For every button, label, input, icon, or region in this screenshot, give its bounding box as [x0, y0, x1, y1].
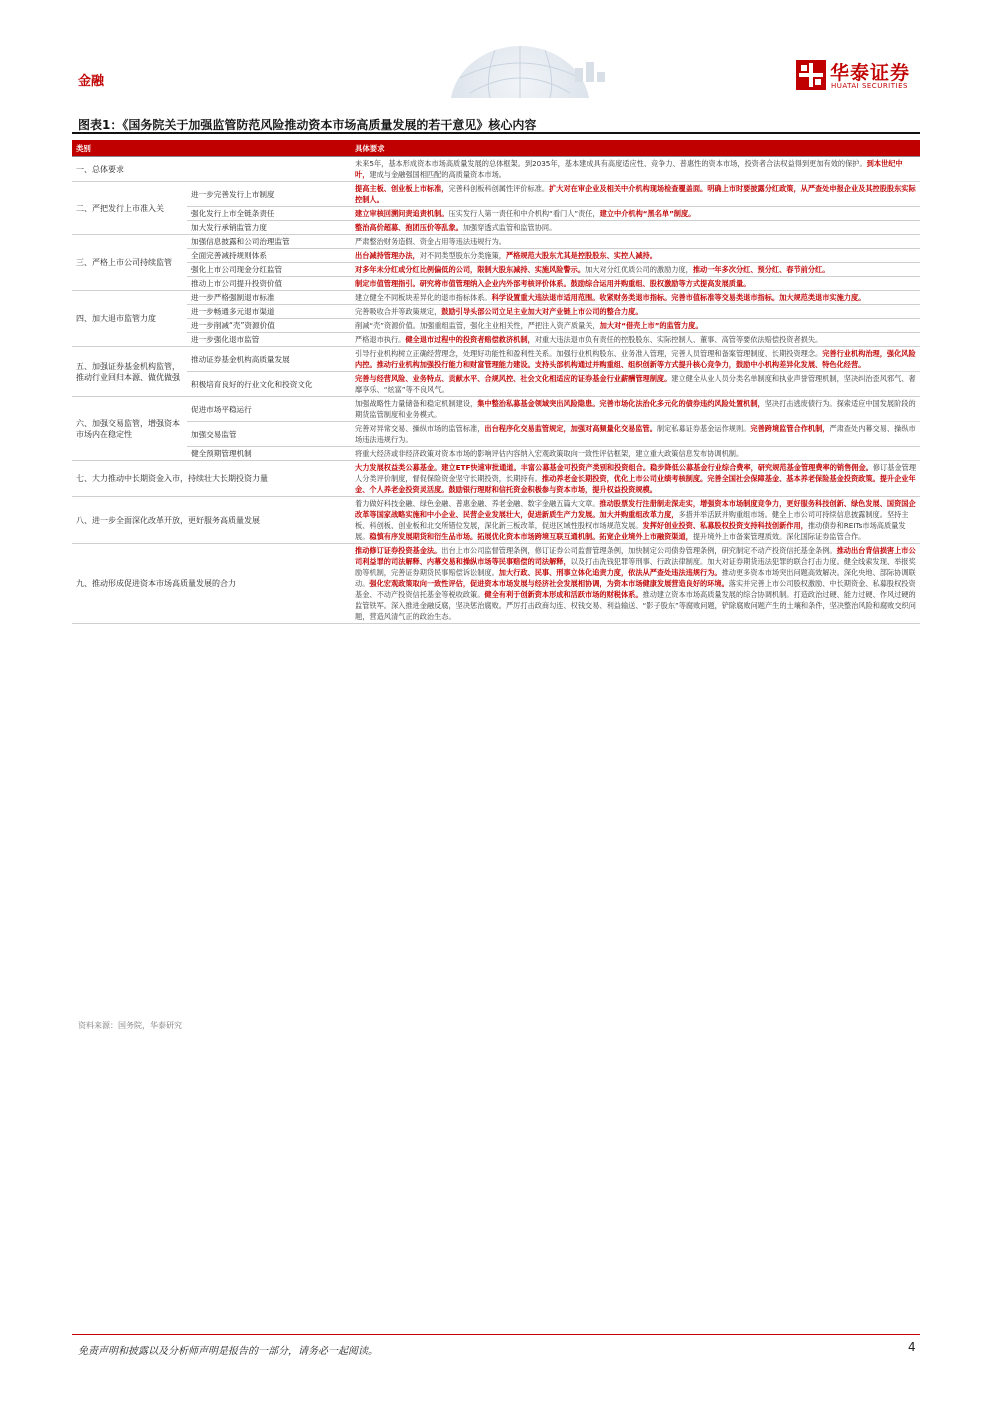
requirement-text: 引导行业机构树立正确经营理念，处理好功能性和盈利性关系。加强行业机构股东、业务准入管理，完善人员管理和备案管理制度、长期投资理念。 — [355, 349, 823, 358]
table-row — [72, 372, 920, 397]
requirement-text: 建立健全不同板块差异化的退市指标体系。 — [355, 293, 492, 302]
category-cell: 七、大力推动中长期资金入市，持续壮大长期投资力量 — [72, 461, 351, 497]
highlighted-requirement: 制定市值管理指引。研究将市值管理纳入企业内外部考核评价体系。鼓励综合运用并购重组、股权激励等方式提高发展质量。 — [355, 279, 751, 288]
highlighted-requirement: 稳慎有序发展期货和衍生品市场。拓展优化资本市场跨境互联互通机制。拓宽企业境外上市融资渠道， — [369, 532, 693, 541]
column-header-requirements: 具体要求 — [351, 140, 920, 157]
figure-title: 图表1：《国务院关于加强监管防范风险推动资本市场高质量发展的若干意见》核心内容 — [78, 118, 537, 132]
highlighted-requirement: 完善跨境监管合作机制， — [750, 424, 830, 433]
requirement-cell — [351, 182, 920, 207]
requirement-cell — [351, 447, 920, 461]
table-row — [72, 277, 920, 291]
subcategory-cell: 促进市场平稳运行 — [187, 397, 351, 422]
highlighted-requirement: 出台减持管理办法， — [355, 251, 420, 260]
requirement-text: 以及打击洗钱犯罪等刑事、行政法律制度。 — [570, 557, 708, 566]
logo-mark-icon — [796, 60, 826, 90]
requirement-cell — [351, 277, 920, 291]
requirement-cell — [351, 372, 920, 397]
requirement-text: 加大对分红优质公司的激励力度， — [585, 265, 693, 274]
requirement-cell — [351, 544, 920, 624]
source-note: 资料来源：国务院，华泰研究 — [78, 1021, 182, 1030]
requirement-cell — [351, 497, 920, 544]
requirement-text: 压实发行人第一责任和中介机构“看门人”责任， — [448, 209, 600, 218]
subcategory-cell: 进一步畅通多元退市渠道 — [187, 305, 351, 319]
requirement-cell — [351, 397, 920, 422]
requirement-text: 完善科创板科创属性评价标准。 — [448, 184, 550, 193]
category-cell: 六、加强交易监管，增强资本市场内在稳定性 — [72, 397, 187, 461]
subcategory-cell: 加强交易监管 — [187, 422, 351, 447]
subcategory-cell: 进一步完善发行上市制度 — [187, 182, 351, 207]
highlighted-requirement: 推动修订证券投资基金法。 — [355, 546, 442, 555]
highlighted-requirement: 健全有利于创新资本形成和活跃市场的财税体系。 — [484, 590, 643, 599]
category-cell: 四、加大退市监管力度 — [72, 291, 187, 347]
requirement-text: 建立健全从业人员分类名单制度和执业声誉管理机制， — [671, 374, 844, 383]
highlighted-requirement: 加大并购重组改革力度， — [599, 510, 679, 519]
requirement-cell — [351, 249, 920, 263]
requirement-text: 深化央地、部际协调联动。 — [355, 568, 916, 588]
subcategory-cell: 积极培育良好的行业文化和投资文化 — [187, 372, 351, 397]
logo-name-en: HUATAI SECURITIES — [831, 82, 908, 90]
requirement-cell — [351, 157, 920, 182]
highlighted-requirement: 建立中介机构“黑名单”制度。 — [599, 209, 696, 218]
requirement-text: 坚持主板、科创板、创业板和北交所错位发展，深化新三板改革，促进区域性股权市场规范发展。 — [355, 510, 909, 530]
requirement-cell — [351, 263, 920, 277]
category-cell: 九、推动形成促进资本市场高质量发展的合力 — [72, 544, 351, 624]
subcategory-cell: 推动证券基金机构高质量发展 — [187, 347, 351, 372]
requirement-text: 推动更多资本市场突出问题高效解决。 — [721, 568, 844, 577]
table-row — [72, 333, 920, 347]
core-content-table — [72, 140, 920, 624]
highlighted-requirement: 建立审核回溯问责追责机制。 — [355, 209, 449, 218]
requirement-text: 推动债券和REITs市场高质量发展。 — [355, 521, 906, 541]
requirement-text: 着力做好科技金融、绿色金融、普惠金融、养老金融、数字金融五篇大文章。 — [355, 499, 600, 508]
requirement-cell — [351, 347, 920, 372]
table-row — [72, 182, 920, 207]
requirement-text: 严厉打击政商勾连、权钱交易、利益输送、“影子股东”等腐败问题，铲除腐败问题产生的土壤和条件，坚决整治风险和腐败交织问题，营造风清气正的政治生态。 — [355, 601, 916, 621]
subcategory-cell: 进一步严格强制退市标准 — [187, 291, 351, 305]
highlighted-requirement: 完善与经营风险、业务特点、贡献水平、合规风控、社会文化相适应的证券基金行业薪酬管理制度。 — [355, 374, 672, 383]
highlighted-requirement: 推动股票发行注册制走深走实，增强资本市场制度竞争力，更好服务科技创新、绿色发展、国资国企改革等国家战略实施和中小企业、民营企业发展壮大，促进新质生产力发展。 — [355, 499, 916, 519]
highlighted-requirement: 发挥好创业投资、私募股权投资支持科技创新作用， — [642, 521, 808, 530]
highlighted-requirement: 整治高价超募、抱团压价等乱象。 — [355, 223, 463, 232]
requirement-text: 未来5年，基本形成资本市场高质量发展的总体框架。到2035年，基本建成具有高度适应性、竞争力、普惠性的资本市场，投资者合法权益得到更加有效的保护。 — [355, 159, 867, 168]
requirement-text: 完善吸收合并等政策规定， — [355, 307, 442, 316]
subcategory-cell: 加强信息披露和公司治理监管 — [187, 235, 351, 249]
highlighted-requirement: 推动出台背信损害上市公司利益罪的司法解释、内幕交易和操纵市场等民事赔偿的司法解释， — [355, 546, 916, 566]
highlighted-requirement: 科学设置重大违法退市适用范围。收紧财务类退市指标。完善市值标准等交易类退市指标。加大规范类退市实施力度。 — [491, 293, 866, 302]
category-cell: 五、加强证券基金机构监管，推动行业回归本源、做优做强 — [72, 347, 187, 397]
highlighted-requirement: 集中整治私募基金领域突出风险隐患。完善市场化法治化多元化的债券违约风险处置机制， — [477, 399, 765, 408]
table-row — [72, 291, 920, 305]
table-body — [72, 157, 920, 624]
table-row — [72, 221, 920, 235]
table-row — [72, 305, 920, 319]
table-row — [72, 235, 920, 249]
footer-rule — [72, 1334, 920, 1335]
highlighted-requirement: 完善行业机构治理，强化风险内控。推动行业机构加强投行能力和财富管理能力建设。支持头部机构通过并购重组、组织创新等方式提升核心竞争力，鼓励中小机构差异化发展、特色化经营。 — [355, 349, 916, 369]
disclaimer-text: 免责声明和披露以及分析师声明是报告的一部分，请务必一起阅读。 — [78, 1346, 378, 1357]
requirement-cell — [351, 235, 920, 249]
page-number: 4 — [908, 1340, 916, 1354]
title-rule — [72, 132, 920, 134]
requirement-text: 严肃整治财务造假、资金占用等违法违规行为。 — [355, 237, 506, 246]
requirement-text: 加强战略性力量储备和稳定机制建设， — [355, 399, 478, 408]
table-row — [72, 447, 920, 461]
requirement-text: 打造政治过硬、能力过硬、作风过硬的监管铁军。深入推进金融反腐，坚决惩治腐败。 — [355, 590, 916, 610]
requirement-cell — [351, 461, 920, 497]
category-cell: 一、总体要求 — [72, 157, 351, 182]
highlighted-requirement: 到本世纪中叶， — [355, 159, 903, 179]
requirement-cell — [351, 319, 920, 333]
requirement-text: 制定私募证券基金运作规则。 — [656, 424, 751, 433]
requirement-text: 多措并举活跃并购重组市场。健全上市公司可持续信息披露制度。 — [678, 510, 887, 519]
requirement-text: 将重大经济或非经济政策对资本市场的影响评估内容纳入宏观政策取向一致性评估框架，建立重大政策信息发布协调机制。 — [355, 449, 744, 458]
requirement-text: 削减“壳”资源价值。加强重组监管，强化主业相关性，严把注入资产质量关， — [355, 321, 600, 330]
requirement-text: 建成与金融强国相匹配的高质量资本市场。 — [369, 170, 506, 179]
highlighted-requirement: 加大对“借壳上市”的监管力度。 — [599, 321, 703, 330]
requirement-cell — [351, 305, 920, 319]
highlighted-requirement: 加大行政、民事、刑事立体化追责力度，依法从严查处违法违规行为。 — [498, 568, 722, 577]
table-row — [72, 207, 920, 221]
table-row — [72, 544, 920, 624]
table-row — [72, 497, 920, 544]
table-row — [72, 263, 920, 277]
requirement-text: 坚决纠治歪风邪气、奢靡享乐、“炫富”等不良风气。 — [355, 374, 916, 394]
requirement-text: 加强穿透式监管和监管协同。 — [462, 223, 557, 232]
highlighted-requirement: 强化宏观政策取向一致性评估，促进资本市场发展与经济社会发展相协调，为资本市场健康发展营造良好的环境。 — [369, 579, 729, 588]
subcategory-cell: 强化上市公司现金分红监管 — [187, 263, 351, 277]
column-header-category: 类别 — [72, 140, 351, 157]
requirement-text: 修订基金管理人分类评价制度，督促保险资金坚守长期投资，长期持有。 — [355, 463, 917, 483]
section-label: 金融 — [78, 74, 105, 89]
subcategory-cell: 推动上市公司提升投资价值 — [187, 277, 351, 291]
category-cell: 二、严把发行上市准入关 — [72, 182, 187, 235]
requirement-cell — [351, 422, 920, 447]
requirement-text: 对重大违法退市负有责任的控股股东、实际控制人、董事、高管等要依法赔偿投资者损失。 — [534, 335, 823, 344]
highlighted-requirement: 健全退市过程中的投资者赔偿救济机制， — [405, 335, 535, 344]
highlighted-requirement: 大力发展权益类公募基金。建立ETF快速审批通道。丰富公募基金可投资产类别和投资组合。稳步降低公募基金行业综合费率，研究规范基金管理费率的销售佣金。 — [355, 463, 873, 472]
highlighted-requirement: 出台程序化交易监管规定，加强对高频量化交易监管。 — [484, 424, 657, 433]
huatai-logo — [796, 58, 926, 94]
highlighted-requirement: 严格规范大股东尤其是控股股东、实控人减持。 — [505, 251, 657, 260]
requirement-text: 提升境外上市备案管理质效。深化国际证券监管合作。 — [692, 532, 866, 541]
highlighted-requirement: 推动一年多次分红、预分红、春节前分红。 — [692, 265, 830, 274]
subcategory-cell: 全面完善减持规则体系 — [187, 249, 351, 263]
subcategory-cell: 健全预期管理机制 — [187, 447, 351, 461]
highlighted-requirement: 提高主板、创业板上市标准， — [355, 184, 449, 193]
requirement-text: 严肃查处内幕交易、操纵市场违法违规行为。 — [355, 424, 916, 444]
table-row — [72, 461, 920, 497]
table-row — [72, 249, 920, 263]
requirement-text: 完善对异常交易、操纵市场的监管标准， — [355, 424, 485, 433]
requirement-text: 推动建立资本市场高质量发展的综合协调机制。 — [642, 590, 794, 599]
requirement-text: 出台上市公司监督管理条例，修订证券公司监督管理条例，加快制定公司债券管理条例，研究制定不动产投资信托基金条例。 — [441, 546, 837, 555]
requirement-cell — [351, 291, 920, 305]
requirement-cell — [351, 221, 920, 235]
highlighted-requirement: 鼓励引导头部公司立足主业加大对产业链上市公司的整合力度。 — [441, 307, 643, 316]
requirement-text: 落实并完善上市公司股权激励、中长期资金、私募股权投资基金、不动产投资信托基金等税收政策。 — [355, 579, 916, 599]
logo-name-cn: 华泰证券 — [830, 62, 911, 84]
requirement-cell — [351, 207, 920, 221]
table-row — [72, 422, 920, 447]
category-cell: 八、进一步全面深化改革开放，更好服务高质量发展 — [72, 497, 351, 544]
requirement-text: 对不同类型股东分类施策， — [419, 251, 506, 260]
highlighted-requirement: 扩大对在审企业及相关中介机构现场检查覆盖面。明确上市时要披露分红政策，从严查处申报企业及其控股股东实际控制人。 — [355, 184, 916, 204]
subcategory-cell: 加大发行承销监管力度 — [187, 221, 351, 235]
requirement-cell — [351, 333, 920, 347]
requirement-text: 坚决打击逃废债行为。探索适应中国发展阶段的期货监管制度和业务模式。 — [355, 399, 916, 419]
table-row — [72, 319, 920, 333]
requirement-text: 加大对证券期货违法犯罪的联合打击力度。健全线索发现、举报奖励等机制，完善证券期货民事赔偿诉讼制度。 — [355, 557, 916, 577]
table-row — [72, 347, 920, 372]
category-cell: 三、严格上市公司持续监管 — [72, 235, 187, 291]
subcategory-cell: 进一步强化退市监管 — [187, 333, 351, 347]
requirement-text: 严格退市执行。 — [355, 335, 406, 344]
globe-graphic — [400, 38, 640, 98]
subcategory-cell: 强化发行上市全链条责任 — [187, 207, 351, 221]
table-row — [72, 157, 920, 182]
table-row — [72, 397, 920, 422]
highlighted-requirement: 对多年未分红或分红比例偏低的公司，限制大股东减持、实施风险警示。 — [355, 265, 586, 274]
highlighted-requirement: 推动养老金长期投资，优化上市公司业绩考核制度。完善全国社会保障基金、基本养老保险基金投资政策。提升企业年金、个人养老金投资灵活度。鼓励银行理财和信托资金积极参与资本市场，提升权益投资规模。 — [355, 474, 916, 494]
table-header-row — [72, 140, 920, 157]
subcategory-cell: 进一步削减“壳”资源价值 — [187, 319, 351, 333]
